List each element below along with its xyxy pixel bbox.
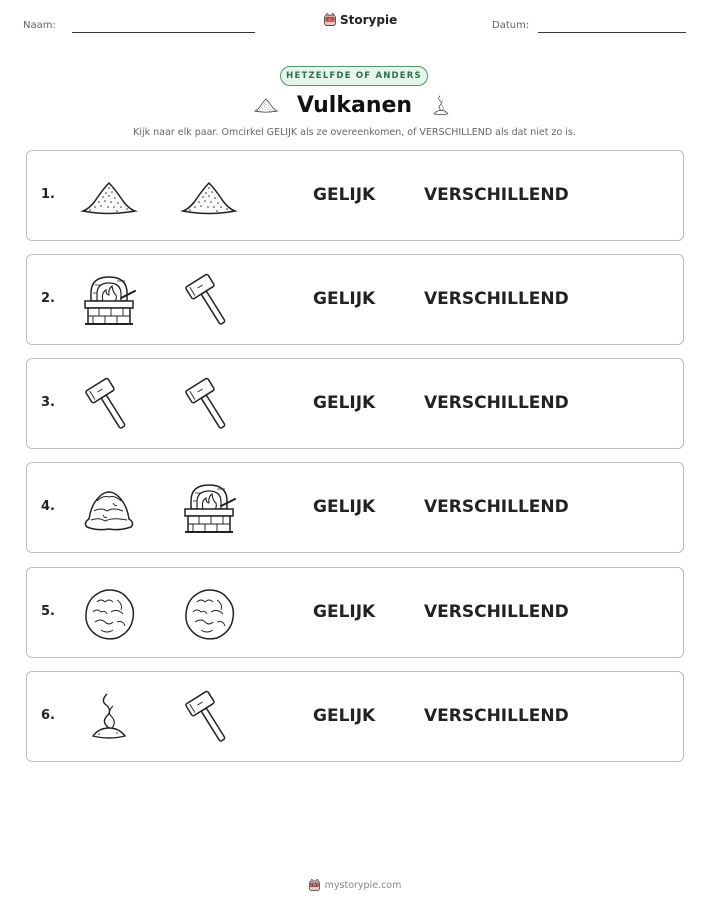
date-label: Datum: (492, 20, 530, 31)
option-different[interactable]: VERSCHILLEND (424, 602, 569, 622)
option-different[interactable]: VERSCHILLEND (424, 497, 569, 517)
exercise-number: 6. (41, 708, 55, 723)
storypie-logo (323, 13, 397, 27)
exercise-card (26, 462, 684, 553)
option-same[interactable]: GELIJK (313, 497, 376, 517)
option-different[interactable]: VERSCHILLEND (424, 185, 569, 205)
worksheet-type-badge: HETZELFDE OF ANDERS (280, 66, 428, 86)
brand-name: Storypie (340, 13, 398, 27)
ash-pile-icon (79, 167, 139, 227)
exercise-card (26, 671, 684, 762)
exercise-card (26, 358, 684, 449)
exercise-card (26, 150, 684, 241)
date-field[interactable] (538, 32, 686, 33)
hammer-icon (179, 271, 239, 331)
option-different[interactable]: VERSCHILLEND (424, 706, 569, 726)
hammer-icon (179, 688, 239, 748)
instructions: Kijk naar elk paar. Omcirkel GELIJK als ze overeenkomen, of VERSCHILLEND als dat niet zo is. (133, 127, 576, 138)
option-same[interactable]: GELIJK (313, 706, 376, 726)
exercise-number: 3. (41, 395, 55, 410)
footer (0, 879, 709, 892)
name-label: Naam: (23, 20, 56, 31)
exercise-card (26, 254, 684, 345)
name-field[interactable] (72, 32, 255, 33)
exercise-card (26, 567, 684, 658)
option-same[interactable]: GELIJK (313, 602, 376, 622)
hammer-icon (79, 375, 139, 435)
storypie-logo-icon (308, 879, 321, 892)
option-same[interactable]: GELIJK (313, 393, 376, 413)
lava-rock-icon (79, 584, 139, 644)
exercise-number: 2. (41, 291, 55, 306)
forge-icon (79, 271, 139, 331)
exercise-number: 5. (41, 604, 55, 619)
storypie-logo-icon (323, 13, 337, 27)
option-different[interactable]: VERSCHILLEND (424, 393, 569, 413)
option-same[interactable]: GELIJK (313, 185, 376, 205)
forge-icon (179, 479, 239, 539)
footer-url: mystorypie.com (324, 880, 402, 891)
option-different[interactable]: VERSCHILLEND (424, 289, 569, 309)
hammer-icon (179, 375, 239, 435)
exercise-number: 4. (41, 499, 55, 514)
steam-vent-icon (79, 688, 139, 748)
option-same[interactable]: GELIJK (313, 289, 376, 309)
ash-pile-icon (179, 167, 239, 227)
exercise-number: 1. (41, 187, 55, 202)
page-title: Vulkanen (296, 93, 413, 118)
lava-rock-icon (179, 584, 239, 644)
lava-mound-icon (79, 479, 139, 539)
steam-vent-icon (428, 91, 454, 121)
